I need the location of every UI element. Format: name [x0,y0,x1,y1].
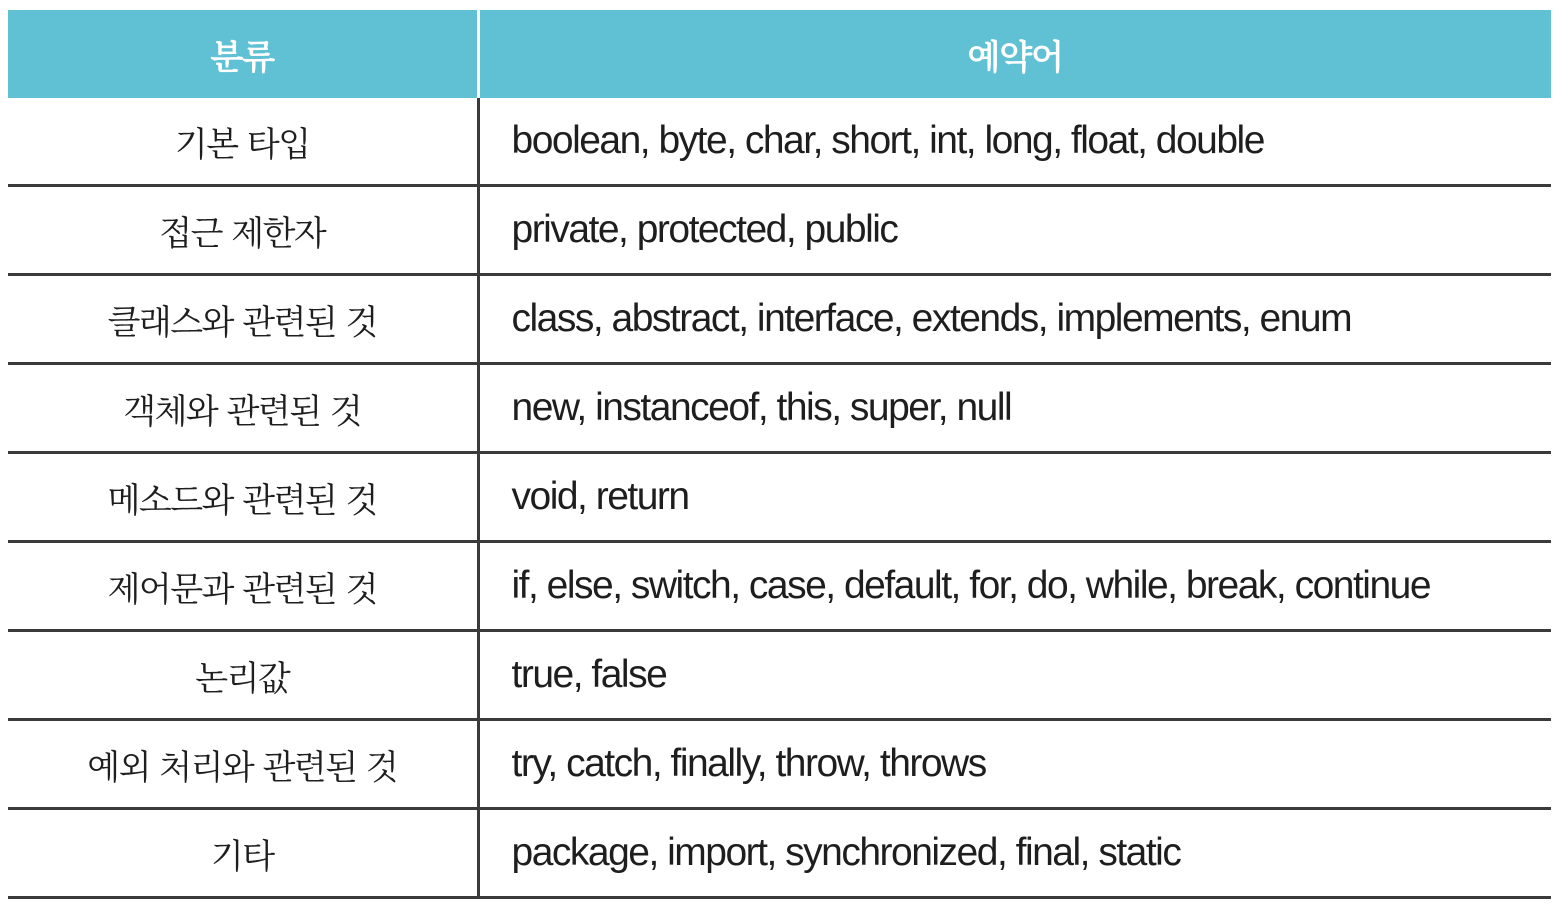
keywords-cell: new, instanceof, this, super, null [478,364,1551,453]
category-cell: 논리값 [8,631,478,720]
table-body [8,98,1551,898]
keywords-cell: package, import, synchronized, final, static [478,809,1551,898]
category-cell: 메소드와 관련된 것 [8,453,478,542]
keywords-cell: void, return [478,453,1551,542]
keywords-cell: class, abstract, interface, extends, implements, enum [478,275,1551,364]
category-cell: 객체와 관련된 것 [8,364,478,453]
keywords-cell: if, else, switch, case, default, for, do, while, break, continue [478,542,1551,631]
table-row [8,631,1551,720]
table-row [8,364,1551,453]
keywords-cell: try, catch, finally, throw, throws [478,720,1551,809]
keywords-cell: true, false [478,631,1551,720]
table-row [8,275,1551,364]
header-category: 분류 [8,10,478,98]
table-row [8,186,1551,275]
header-keywords: 예약어 [478,10,1551,98]
keywords-cell: private, protected, public [478,186,1551,275]
category-cell: 예외 처리와 관련된 것 [8,720,478,809]
table-row [8,98,1551,186]
category-cell: 접근 제한자 [8,186,478,275]
table-row [8,453,1551,542]
header-row [8,10,1551,98]
reserved-words-table [8,10,1551,899]
table-header [8,10,1551,98]
category-cell: 클래스와 관련된 것 [8,275,478,364]
table-row [8,809,1551,898]
reserved-words-table-container [8,10,1551,899]
category-cell: 기타 [8,809,478,898]
table-row [8,542,1551,631]
keywords-cell: boolean, byte, char, short, int, long, float, double [478,98,1551,186]
table-row [8,720,1551,809]
category-cell: 제어문과 관련된 것 [8,542,478,631]
category-cell: 기본 타입 [8,98,478,186]
